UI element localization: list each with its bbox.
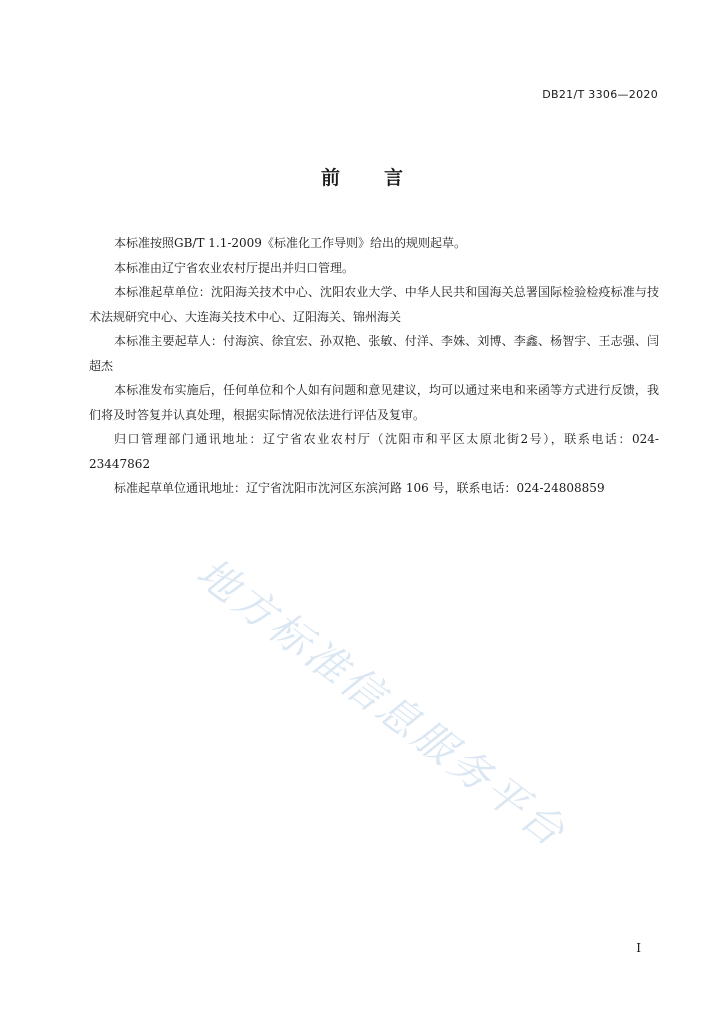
paragraph-drafting-unit-address: 标准起草单位通讯地址：辽宁省沈阳市沈河区东滨河路 106 号，联系电话：024-24808859 [114, 481, 605, 495]
document-code: DB21/T 3306—2020 [542, 88, 658, 101]
foreword-body [89, 231, 659, 501]
paragraph-drafting-units: 本标准起草单位：沈阳海关技术中心、沈阳农业大学、中华人民共和国海关总署国际检验检疫标准与技术法规研究中心、大连海关技术中心、辽阳海关、锦州海关 [89, 285, 659, 324]
paragraph-drafting-rules: 本标准按照GB/T 1.1-2009《标准化工作导则》给出的规则起草。 [114, 236, 466, 250]
paragraph-main-drafters: 本标准主要起草人：付海滨、徐宜宏、孙双艳、张敏、付洋、李姝、刘博、李鑫、杨智宇、王志强、闫超杰 [89, 334, 659, 373]
watermark-text: 地方标准信息服务平台 [187, 548, 577, 858]
paragraph-management-address: 归口管理部门通讯地址：辽宁省农业农村厅（沈阳市和平区太原北街2号），联系电话：024-23447862 [89, 432, 659, 471]
page-title: 前言 [320, 167, 447, 189]
page-number: I [636, 941, 641, 955]
paragraph-feedback: 本标准发布实施后，任何单位和个人如有问题和意见建议，均可以通过来电和来函等方式进行反馈，我们将及时答复并认真处理，根据实际情况依法进行评估及复审。 [89, 383, 659, 422]
paragraph-proposer: 本标准由辽宁省农业农村厅提出并归口管理。 [114, 260, 355, 275]
